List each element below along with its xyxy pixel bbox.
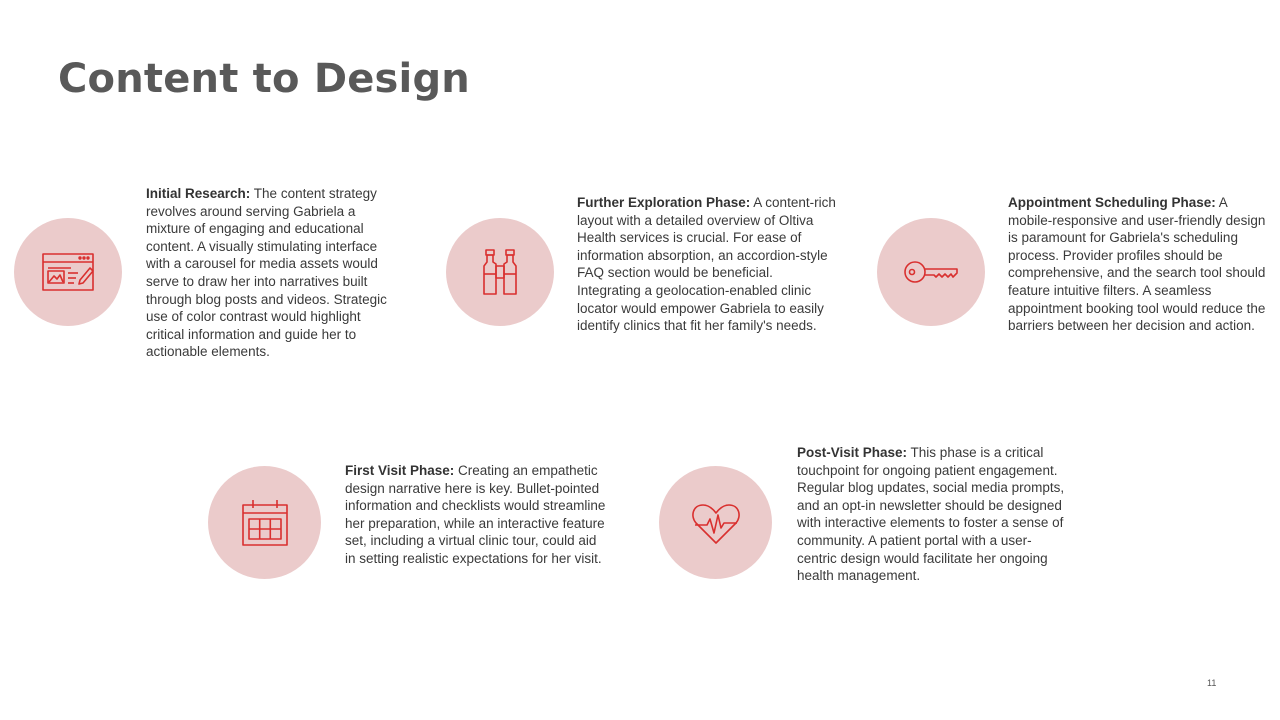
phase-icon-circle: [446, 218, 554, 326]
phase-text-appointment-scheduling: [1008, 194, 1268, 335]
web-content-icon: [38, 242, 98, 302]
phase-heading: Further Exploration Phase:: [577, 195, 751, 210]
phase-icon-circle: [208, 466, 321, 579]
slide-title: Content to Design: [58, 56, 470, 102]
phase-body: Creating an empathetic design narrative here is key. Bullet-pointed information and checklists would streamline her preparation, while an interactive feature set, including a virtual clinic tour, could aid in setting realistic expectations for her visit.: [345, 463, 606, 566]
phase-text-further-exploration: [577, 194, 837, 335]
phase-icon-circle: [877, 218, 985, 326]
phase-text-initial-research: [146, 185, 401, 361]
key-icon: [901, 242, 961, 302]
phase-body: The content strategy revolves around serving Gabriela a mixture of engaging and educational content. A visually stimulating interface with a carousel for media assets would serve to draw her into narratives built through blog posts and videos. Strategic use of color contrast would highlight critical information and guide her to actionable elements.: [146, 186, 387, 360]
heart-pulse-icon: [686, 493, 746, 553]
phase-heading: Post-Visit Phase:: [797, 445, 908, 460]
phase-heading: Initial Research:: [146, 186, 251, 201]
phase-heading: Appointment Scheduling Phase:: [1008, 195, 1216, 210]
calendar-icon: [235, 493, 295, 553]
phase-body: A content-rich layout with a detailed overview of Oltiva Health services is crucial. For ease of information absorption, an accordion-style FAQ section would be beneficial. Integrating a geolocation-enabled clinic locator would empower Gabriela to easily identify clinics that fit her family's needs.: [577, 195, 836, 334]
phase-body: A mobile-responsive and user-friendly design is paramount for Gabriela's scheduling process. Provider profiles should be comprehensive, and the search tool should feature intuitive filters. A seamless appointment booking tool would reduce the barriers between her decision and action.: [1008, 195, 1266, 334]
page-number: 11: [1207, 678, 1217, 688]
phase-text-post-visit: [797, 444, 1065, 585]
phase-icon-circle: [659, 466, 772, 579]
phase-icon-circle: [14, 218, 122, 326]
binoculars-icon: [470, 242, 530, 302]
phase-text-first-visit: [345, 462, 610, 568]
phase-body: This phase is a critical touchpoint for ongoing patient engagement. Regular blog updates, social media prompts, and an opt-in newsletter should be designed with interactive elements to foster a sense of community. A patient portal with a user-centric design would facilitate her ongoing health management.: [797, 445, 1065, 584]
phase-heading: First Visit Phase:: [345, 463, 455, 478]
